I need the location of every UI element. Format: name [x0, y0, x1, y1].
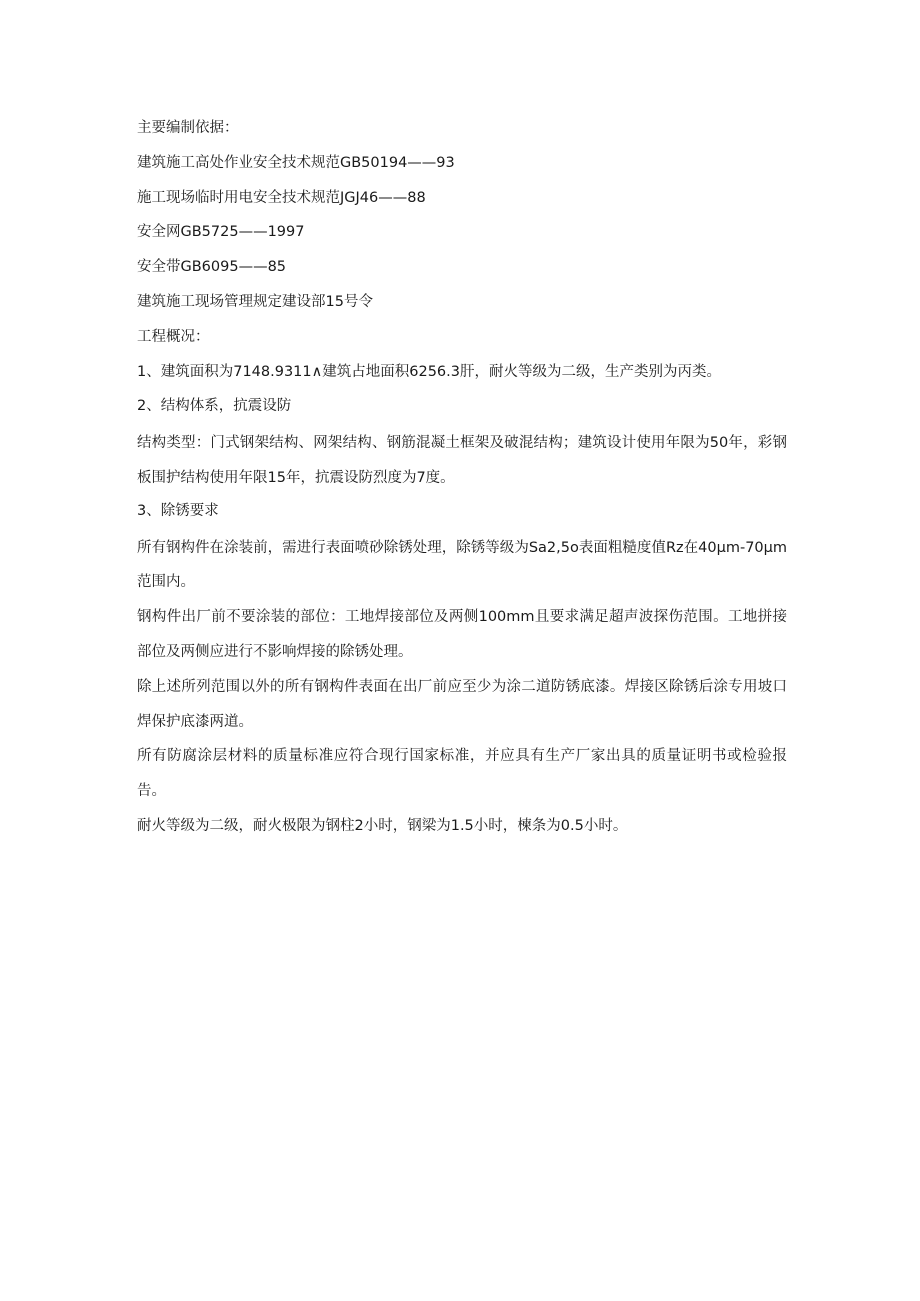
rust-removal-paragraph: 所有防腐涂层材料的质量标准应符合现行国家标准，并应具有生产厂家出具的质量证明书或检验报告。: [137, 748, 787, 800]
basis-item: 安全带GB6095——85: [137, 259, 287, 276]
overview-item-2-heading: 2、结构体系，抗震设防: [137, 398, 292, 415]
basis-item: 建筑施工现场管理规定建设部15号令: [137, 293, 373, 310]
overview-heading: 工程概况：: [137, 328, 210, 345]
overview-item-1: 1、建筑面积为7148.9311∧建筑占地面积6256.3肝，耐火等级为二级，生产类别为丙类。: [137, 363, 721, 380]
rust-removal-paragraph: 钢构件出厂前不要涂装的部位：工地焊接部位及两侧100mm且要求满足超声波探伤范围。工地拼接部位及两侧应进行不影响焊接的除锈处理。: [137, 609, 787, 660]
rust-removal-paragraph: 除上述所列范围以外的所有钢构件表面在出厂前应至少为涂二道防锈底漆。焊接区除锈后涂专用坡口焊保护底漆两道。: [137, 678, 787, 730]
rust-removal-paragraph: 所有钢构件在涂装前，需进行表面喷砂除锈处理，除锈等级为Sa2,5o表面粗糙度值Rz在40μm-70μm范围内。: [137, 539, 787, 591]
document-body: [137, 113, 787, 844]
fire-rating-paragraph: 耐火等级为二级，耐火极限为钢柱2小时，钢梁为1.5小时，楝条为0.5小时。: [137, 817, 628, 834]
basis-item: 施工现场临时用电安全技术规范JGJ46——88: [137, 189, 426, 206]
basis-item: 安全网GB5725——1997: [137, 224, 305, 241]
structure-paragraph: 结构类型：门式钢架结构、网架结构、钢筋混凝土框架及破混结构；建筑设计使用年限为50年，彩钢板围护结构使用年限15年，抗震设防烈度为7度。: [137, 435, 787, 486]
basis-heading: 主要编制依据：: [137, 120, 239, 136]
overview-item-3-heading: 3、除锈要求: [137, 502, 219, 519]
basis-item: 建筑施工高处作业安全技术规范GB50194——93: [137, 154, 455, 171]
